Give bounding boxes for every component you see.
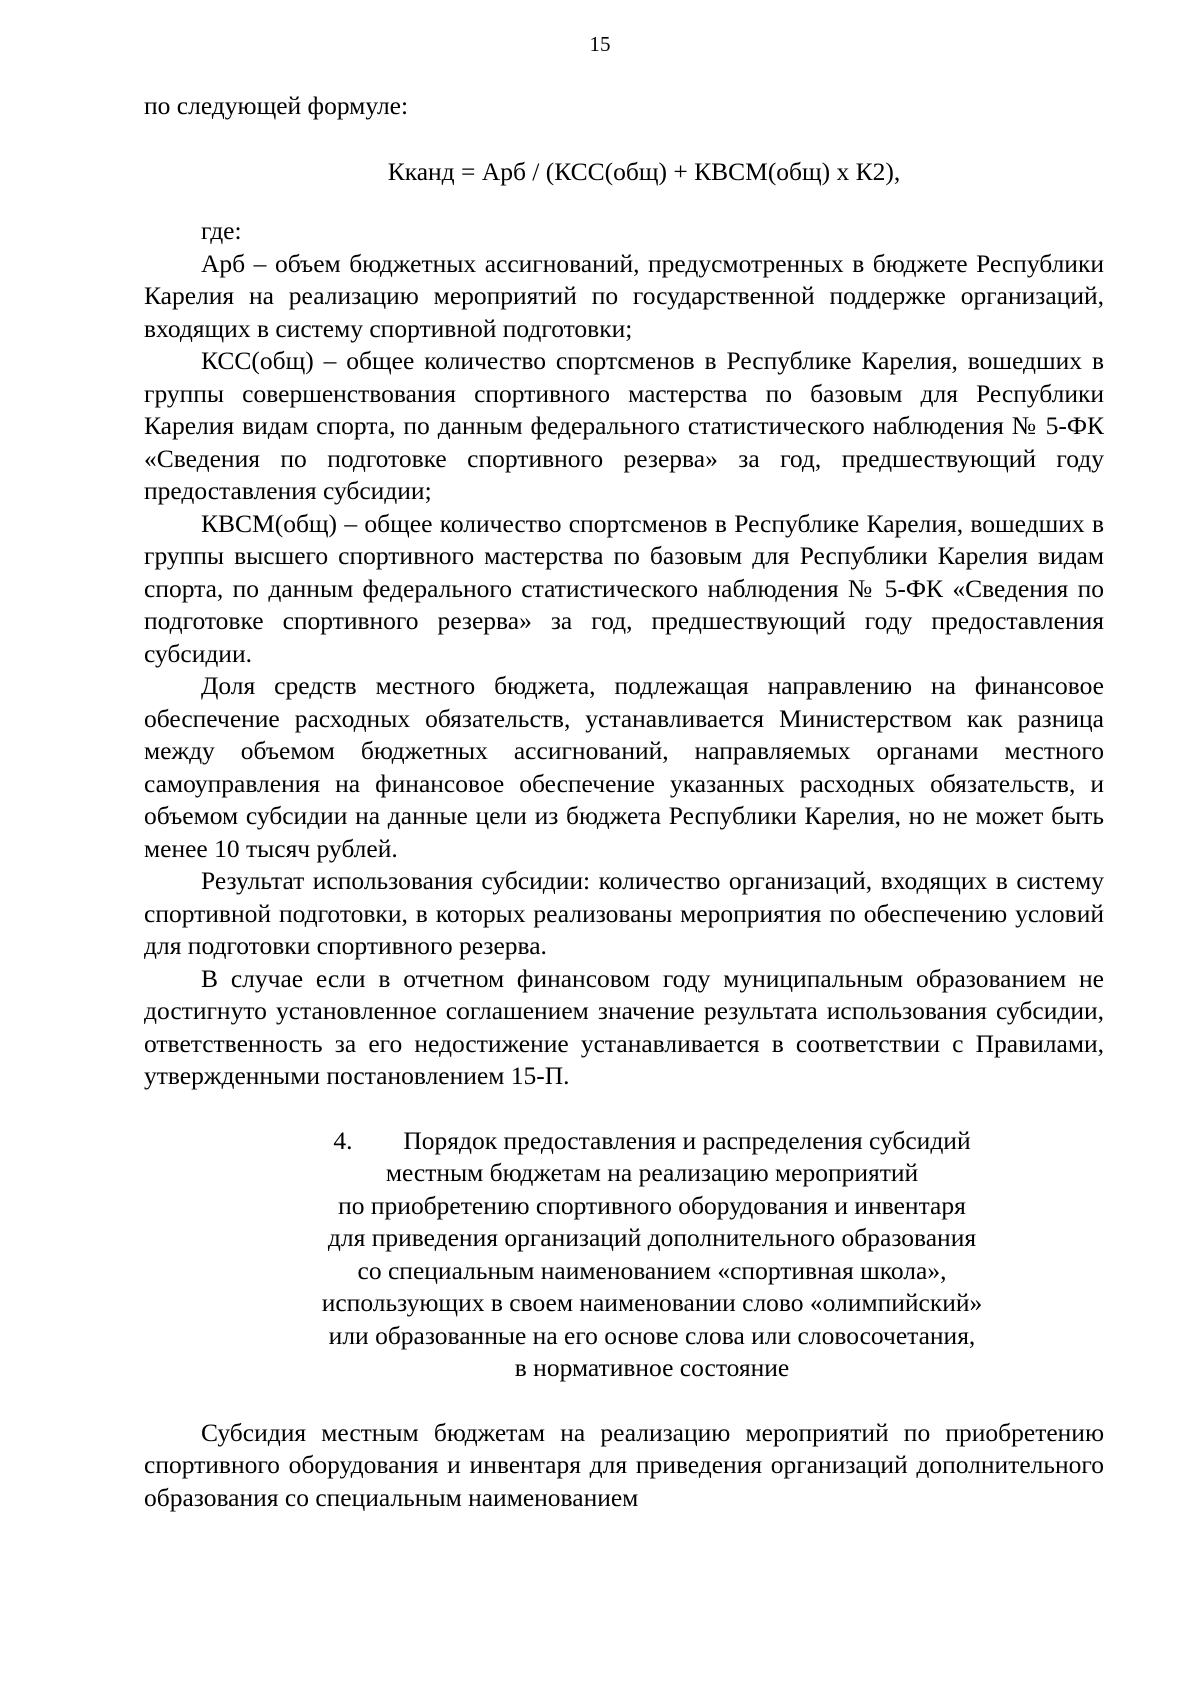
section-heading bbox=[144, 1125, 1104, 1385]
where-label: где: bbox=[201, 216, 242, 245]
section-title-line: по приобретению спортивного оборудования и инвентаря bbox=[338, 1190, 966, 1220]
paragraph-local-budget-share: Доля средств местного бюджета, подлежащая направлению на финансовое обеспечение расходных обязательств, устанавливается Министерством как разница между объемом бюджетных ассигнований, направляемых органами местного самоуправления на финансовое обеспечение указанных расходных обязательств, и объемом субсидии на данные цели из бюджета Республики Карелия, но не может быть менее 10 тысяч рублей. bbox=[144, 671, 1104, 863]
section-number: 4. bbox=[333, 1125, 353, 1155]
page-number: 15 bbox=[589, 32, 611, 56]
section-title-line: в нормативное состояние bbox=[514, 1353, 790, 1382]
final-paragraph: Субсидия местным бюджетам на реализацию мероприятий по приобретению спортивного оборудования и инвентаря для приведения организаций дополнительного образования со специальным наименованием bbox=[144, 1417, 1104, 1512]
section-title-line: для приведения организаций дополнительного образования bbox=[327, 1223, 977, 1252]
section-title-line: местным бюджетам на реализацию мероприятий bbox=[385, 1158, 919, 1187]
definition-arb: Арб – объем бюджетных ассигнований, предусмотренных в бюджете Республики Карелия на реализацию мероприятий по государственной поддержке организаций, входящих в систему спортивной подготовки; bbox=[144, 248, 1104, 343]
paragraph-responsibility: В случае если в отчетном финансовом году муниципальным образованием не достигнуто установленное соглашением значение результата использования субсидии, ответственность за его недостижение устанавливается в соответствии с Правилами, утвержденными постановлением 15-П. bbox=[144, 963, 1104, 1090]
section-title-line: со специальным наименованием «спортивная школа», bbox=[357, 1255, 947, 1285]
definition-kvsm: КВСМ(общ) – общее количество спортсменов в Республике Карелия, вошедших в группы высшего спортивного мастерства по базовым для Республики Карелия видам спорта, по данным федерального статистического наблюдения № 5-ФК «Сведения по подготовке спортивного резерва» за год, предшествующий году предоставления субсидии. bbox=[144, 508, 1104, 668]
definition-kss: КСС(общ) – общее количество спортсменов в Республике Карелия, вошедших в группы совершенствования спортивного мастерства по базовым для Республики Карелия видам спорта, по данным федерального статистического наблюдения № 5-ФК «Сведения по подготовке спортивного резерва» за год, предшествующий году предоставления субсидии; bbox=[144, 346, 1104, 505]
paragraph-subsidy-result: Результат использования субсидии: количество организаций, входящих в систему спортивной подготовки, в которых реализованы мероприятия по обеспечению условий для подготовки спортивного резерва. bbox=[144, 866, 1104, 960]
document-body bbox=[144, 90, 1104, 1514]
section-title-line: или образованные на его основе слова или словосочетания, bbox=[328, 1320, 976, 1350]
section-heading-line bbox=[214, 1125, 1090, 1158]
formula: Кканд = Арб / (КСС(общ) + КВСМ(общ) х К2), bbox=[387, 156, 901, 186]
section-title-line: Порядок предоставления и распределения субсидий bbox=[403, 1125, 971, 1155]
intro-text: по следующей формуле: bbox=[144, 91, 409, 120]
section-title-line: использующих в своем наименовании слово «олимпийский» bbox=[321, 1288, 983, 1317]
